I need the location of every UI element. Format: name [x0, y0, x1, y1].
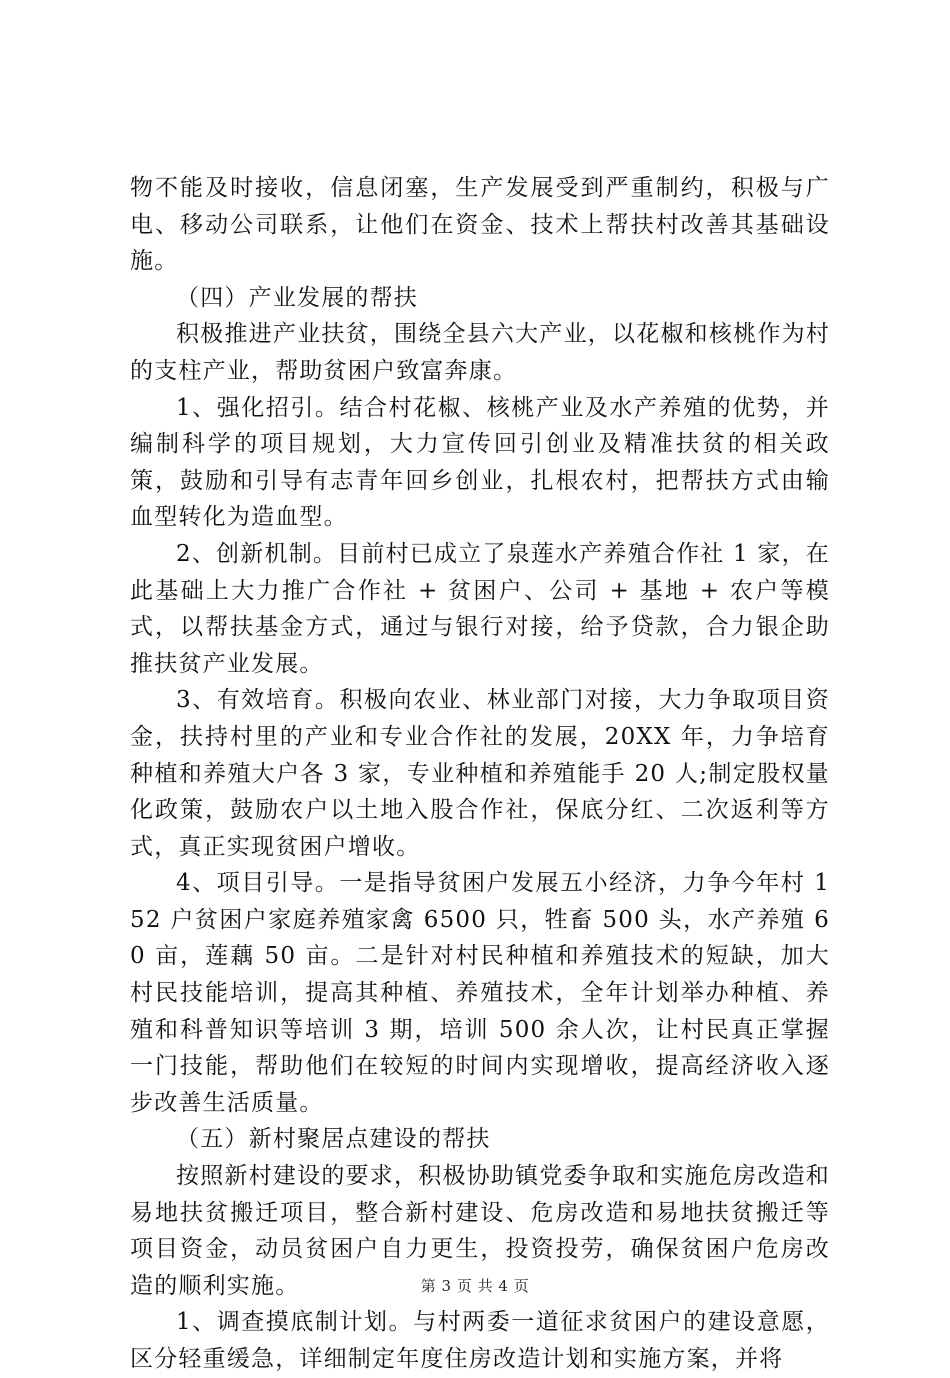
section-heading-5: （五）新村聚居点建设的帮扶	[176, 1126, 491, 1153]
paragraph-4-1: 1、强化招引。结合村花椒、核桃产业及水产养殖的优势，并编制科学的项目规划，大力宣传回引创业及精准扶贫的相关政策，鼓励和引导有志青年回乡创业，扎根农村，把帮扶方式由输血型转化为造血型。	[130, 394, 830, 531]
section-heading-4: （四）产业发展的帮扶	[176, 284, 418, 311]
paragraph-continued: 物不能及时接收，信息闭塞，生产发展受到严重制约，积极与广电、移动公司联系，让他们在资金、技术上帮扶村改善其基础设施。	[130, 175, 830, 275]
paragraph-4-intro: 积极推进产业扶贫，围绕全县六大产业，以花椒和核桃作为村的支柱产业，帮助贫困户致富奔康。	[130, 321, 830, 384]
paragraph-4-3: 3、有效培育。积极向农业、林业部门对接，大力争取项目资金，扶持村里的产业和专业合作社的发展，20XX 年，力争培育种植和养殖大户各 3 家，专业种植和养殖能手 20 人;制定股权量化政策，鼓励农户以土地入股合作社，保底分红、二次返利等方式，真正实现贫困户增收。	[130, 687, 830, 860]
page-footer: 第 3 页 共 4 页	[420, 1277, 530, 1295]
paragraph-4-2: 2、创新机制。目前村已成立了泉莲水产养殖合作社 1 家，在此基础上大力推广合作社 + 贫困户、公司 + 基地 + 农户等模式，以帮扶基金方式，通过与银行对接，给予贷款，合力银企助推扶贫产业发展。	[130, 540, 830, 677]
document-body	[130, 170, 830, 1378]
paragraph-4-4: 4、项目引导。一是指导贫困户发展五小经济，力争今年村 152 户贫困户家庭养殖家禽 6500 只，牲畜 500 头，水产养殖 60 亩，莲藕 50 亩。二是针对村民种植和养殖技术的短缺，加大村民技能培训，提高其种植、养殖技术，全年计划举办种植、养殖和科普知识等培训 3 期，培训 500 余人次，让村民真正掌握一门技能，帮助他们在较短的时间内实现增收，提高经济收入逐步改善生活质量。	[130, 870, 830, 1116]
paragraph-5-1: 1、调查摸底制计划。与村两委一道征求贫困户的建设意愿，区分轻重缓急，详细制定年度住房改造计划和实施方案，并将	[130, 1309, 830, 1372]
paragraph-5-intro: 按照新村建设的要求，积极协助镇党委争取和实施危房改造和易地扶贫搬迁项目，整合新村建设、危房改造和易地扶贫搬迁等项目资金，动员贫困户自力更生，投资投劳，确保贫困户危房改造的顺利实施。	[130, 1163, 830, 1299]
